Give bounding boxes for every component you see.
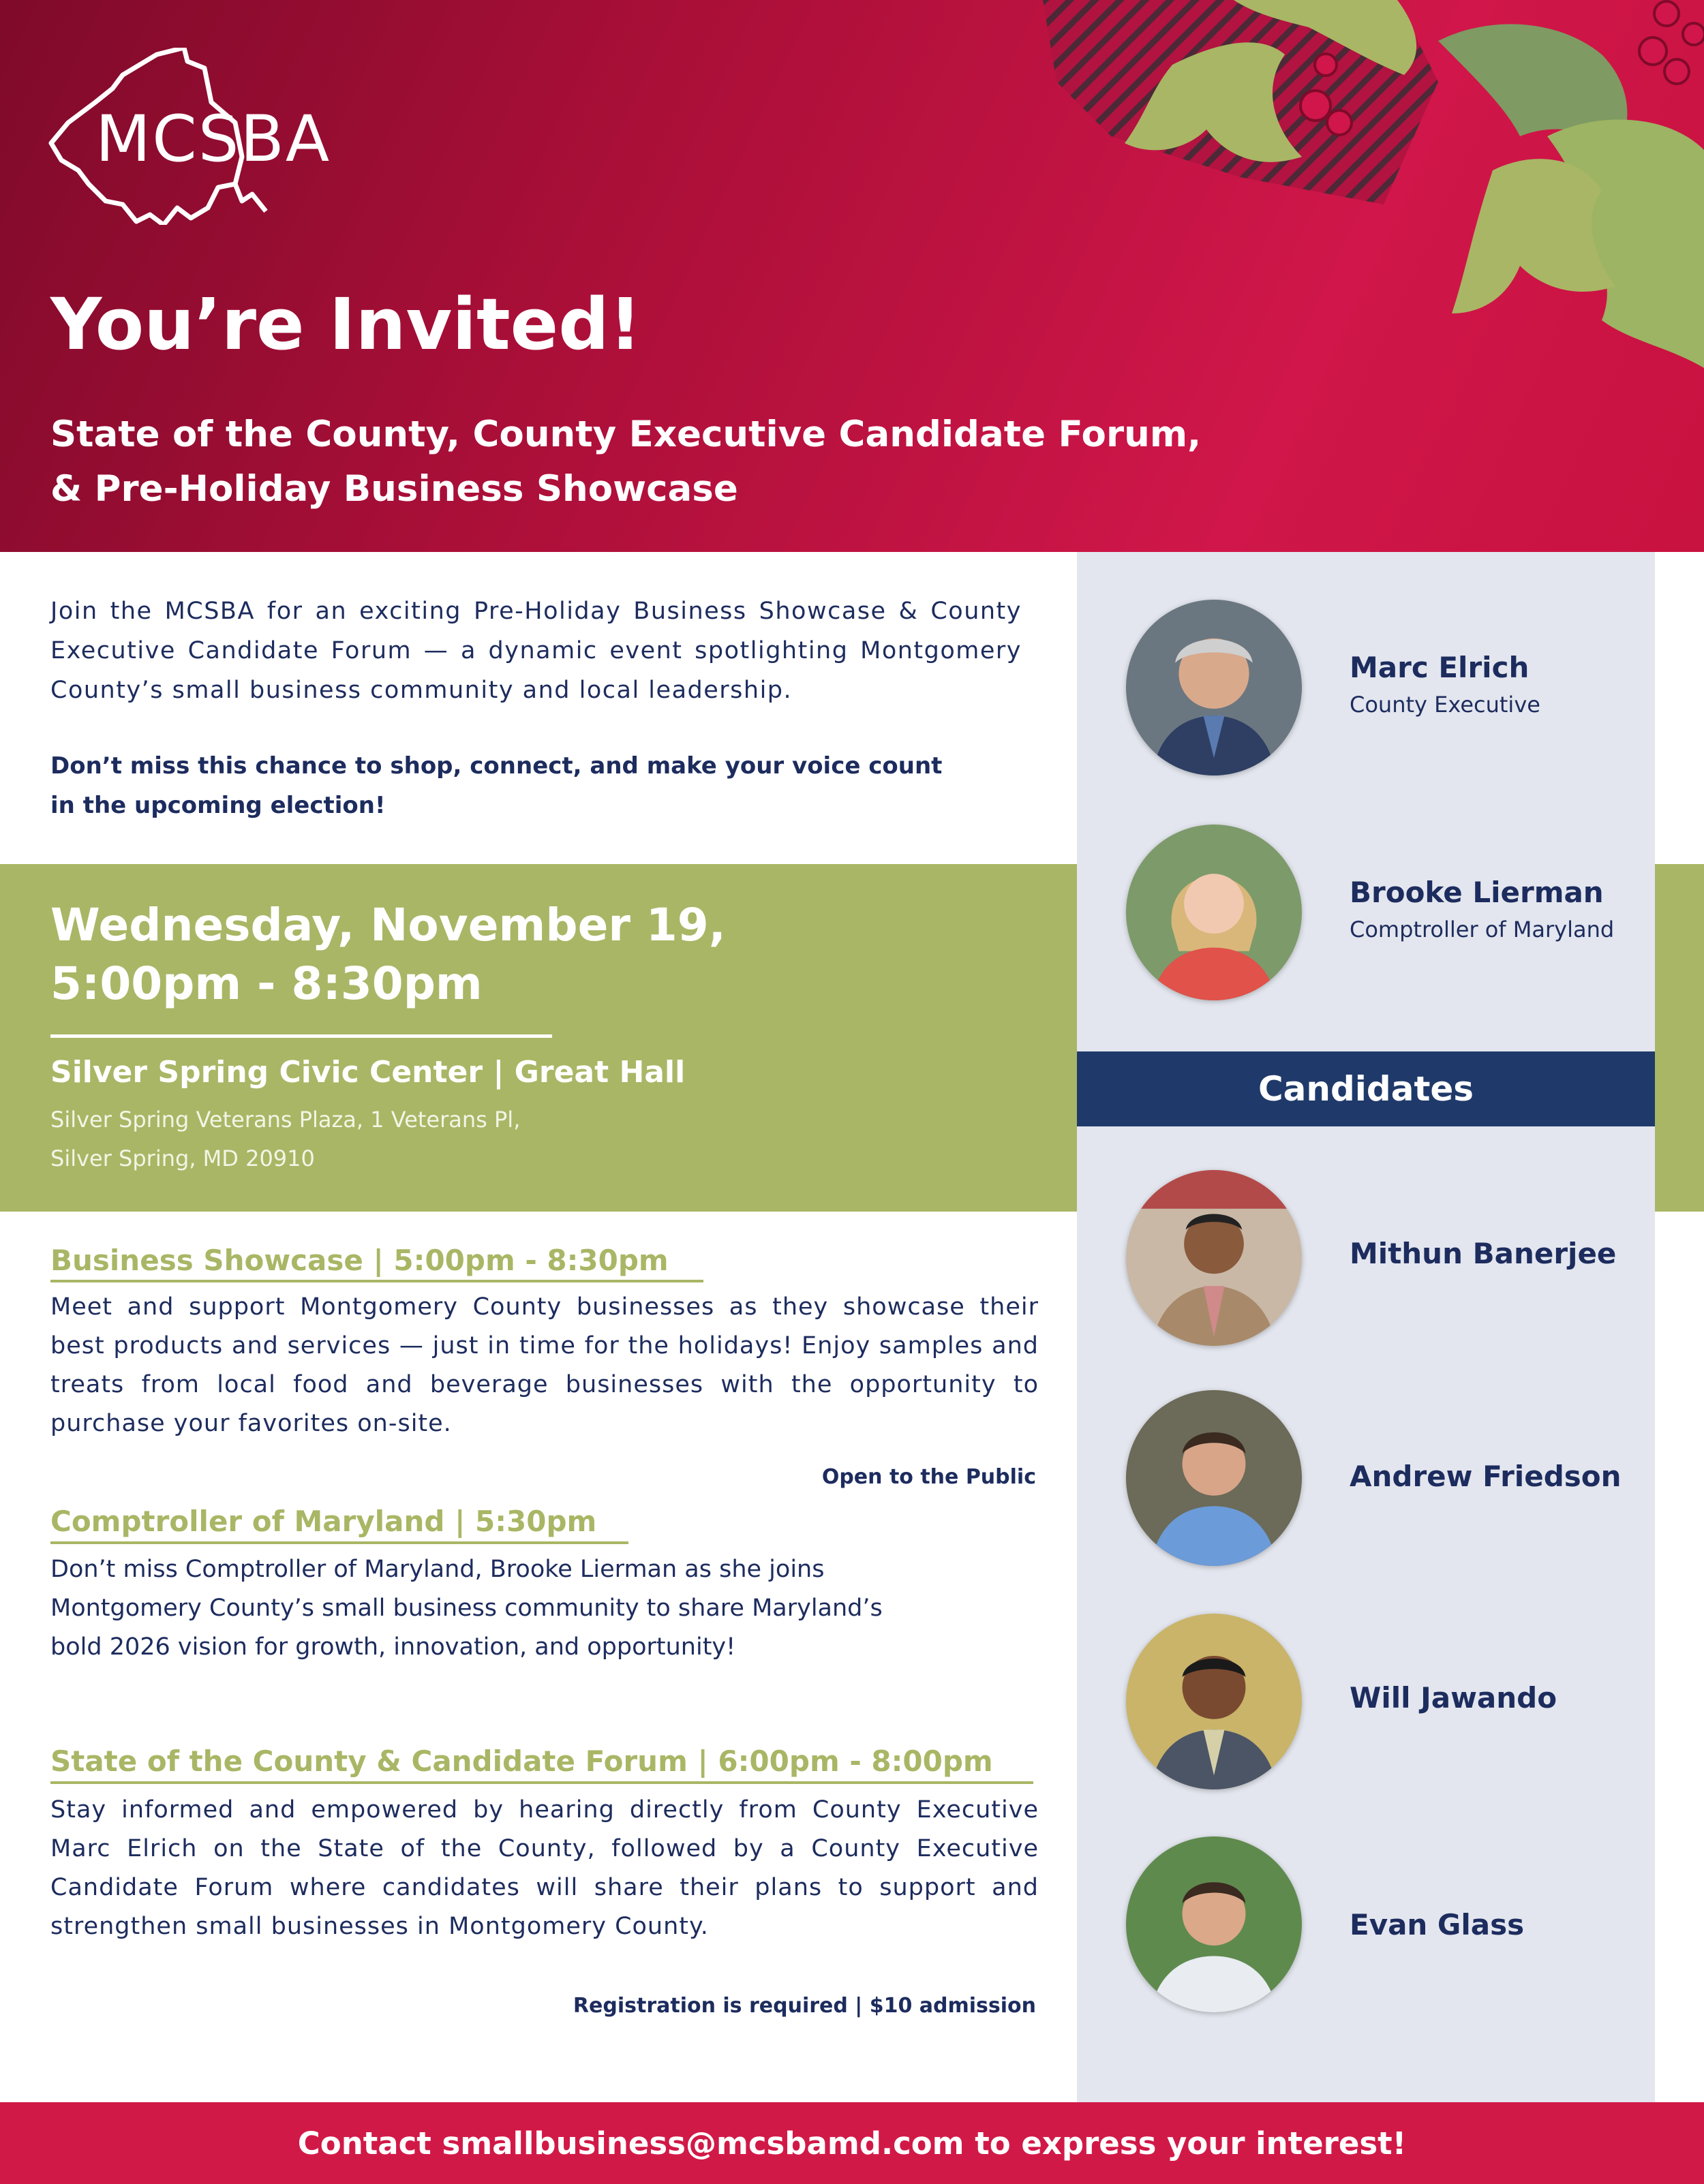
section-body-comptroller	[50, 1550, 1039, 1667]
event-time: 5:00pm - 8:30pm	[50, 957, 483, 1010]
note-open-public: Open to the Public	[821, 1465, 1036, 1489]
intro-paragraph: Join the MCSBA for an exciting Pre-Holiday Business Showcase & County Executive Candidate Forum — a dynamic event spotlighting Montgomery County’s small business community and local leadership.	[50, 598, 1022, 704]
subtitle-line-2: & Pre-Holiday Business Showcase	[50, 468, 738, 510]
address-line-1: Silver Spring Veterans Plaza, 1 Veterans Pl,	[50, 1107, 521, 1133]
speaker-role: Comptroller of Maryland	[1350, 917, 1615, 942]
candidate-name: Andrew Friedson	[1350, 1460, 1622, 1493]
section-title-forum: State of the County & Candidate Forum | 6:00pm - 8:00pm	[50, 1744, 993, 1778]
divider	[50, 1034, 552, 1038]
event-venue: Silver Spring Civic Center | Great Hall	[50, 1055, 686, 1090]
event-address	[50, 1101, 520, 1178]
section-body-showcase: Meet and support Montgomery County businesses as they showcase their best products and services — just in time for the holidays! Enjoy samples and treats from local food and beverage businesses with the opportunity to purchase your favorites on-site.	[50, 1293, 1039, 1437]
callout-line-2: in the upcoming election!	[50, 792, 386, 819]
note-registration: Registration is required | $10 admission	[573, 1994, 1036, 2018]
avatar-brooke-lierman	[1126, 825, 1302, 1000]
holly-decoration-icon	[1016, 0, 1704, 368]
contact-cta: Contact smallbusiness@mcsbamd.com to express your interest!	[297, 2125, 1407, 2162]
candidate-name: Evan Glass	[1350, 1908, 1525, 1941]
date-band-edge	[1655, 864, 1704, 1212]
candidates-heading-bar	[1077, 1051, 1655, 1126]
section-rule	[50, 1541, 628, 1544]
candidate-name: Mithun Banerjee	[1350, 1237, 1617, 1270]
page-title: You’re Invited!	[50, 283, 642, 366]
section-rule	[50, 1280, 703, 1282]
avatar-mithun-banerjee	[1126, 1170, 1302, 1346]
speaker-name: Brooke Lierman	[1350, 876, 1604, 909]
event-datetime	[50, 896, 726, 1013]
event-date: Wednesday, November 19,	[50, 899, 726, 951]
section-title-showcase: Business Showcase | 5:00pm - 8:30pm	[50, 1244, 669, 1277]
avatar-andrew-friedson	[1126, 1390, 1302, 1566]
header-banner	[0, 0, 1704, 552]
page-subtitle	[50, 407, 1277, 517]
speaker-name: Marc Elrich	[1350, 651, 1530, 684]
address-line-2: Silver Spring, MD 20910	[50, 1145, 315, 1171]
section-title-comptroller: Comptroller of Maryland | 5:30pm	[50, 1505, 597, 1538]
subtitle-line-1: State of the County, County Executive Candidate Forum,	[50, 414, 1202, 455]
avatar-will-jawando	[1126, 1614, 1302, 1789]
candidates-heading: Candidates	[1258, 1069, 1474, 1109]
footer-banner	[0, 2102, 1704, 2184]
section-body-forum: Stay informed and empowered by hearing directly from County Executive Marc Elrich on the State of the County, followed by a County Executive Candidate Forum where candidates will share their plans to support and strengthen small businesses in Montgomery County.	[50, 1796, 1039, 1940]
section-rule	[50, 1781, 1033, 1784]
body-line: bold 2026 vision for growth, innovation, and opportunity!	[50, 1633, 736, 1661]
callout-line-1: Don’t miss this chance to shop, connect, and make your voice count	[50, 752, 943, 780]
speaker-role: County Executive	[1350, 692, 1540, 718]
body-line: Montgomery County’s small business community to share Maryland’s	[50, 1595, 883, 1622]
body-line: Don’t miss Comptroller of Maryland, Brooke Lierman as she joins	[50, 1556, 825, 1583]
avatar-evan-glass	[1126, 1836, 1302, 2012]
avatar-marc-elrich	[1126, 600, 1302, 775]
candidate-name: Will Jawando	[1350, 1681, 1557, 1714]
logo-wordmark: MCSBA	[95, 102, 331, 176]
intro-callout	[50, 746, 1005, 825]
